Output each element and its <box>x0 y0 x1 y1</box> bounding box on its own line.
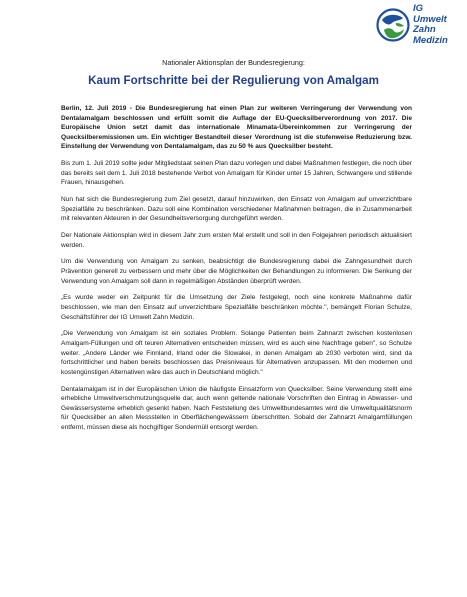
paragraph: Der Nationale Aktionsplan wird in diesem Jahr zum ersten Mal erstellt und soll in den Folgejahren periodisch aktualisiert werden. <box>61 232 412 249</box>
logo-line: IG <box>413 3 424 14</box>
article-body <box>61 104 412 440</box>
logo-line: Medizin <box>413 34 448 46</box>
quote-paragraph: „Es wurde weder ein Zeitpunkt für die Umsetzung der Ziele festgelegt, noch eine konkrete Maßnahme dafür beschlossen, wie man den Einsatz auf unverzichtbare Spezialfälle beschränken möchte.", bemängelt Florian Schulze, Geschäftsführer der IG Umwelt Zahn Medizin. <box>61 294 412 321</box>
supertitle: Nationaler Aktionsplan der Bundesregierung: <box>162 58 305 67</box>
globe-icon <box>376 8 410 42</box>
paragraph: Nun hat sich die Bundesregierung zum Ziel gesetzt, darauf hinzuwirken, den Einsatz von Amalgam auf unverzichtbare Spezialfälle zu beschränken. Dazu soll eine Kombination verschiedener Maßnahmen beitragen, die in Zusammenarbeit mit relevanten Akteuren in der Gesundheitsversorgung durchgeführt werden. <box>61 196 412 223</box>
ig-umwelt-zahn-medizin-logo <box>376 4 460 50</box>
paragraph: Dentalamalgam ist in der Europäischen Union die häufigste Einsatzform von Quecksilber. Seine Verwendung stellt eine erhebliche Umweltverschmutzungsquelle dar, auch wenn geltende nationale Vorschriften den Eintrag in Abwasser- und Gewässersysteme erheblich gesenkt haben. Nach Feststellung des Umweltbundesamtes wird die Umweltqualitätsnorm für Quecksilber an allen Messstellen in Oberflächengewässern überschritten. Sobald der Zahnarzt Amalgamfüllungen entfernt, müssen diese als hochgiftiger Sondermüll entsorgt werden. <box>61 385 412 431</box>
paragraph: Um die Verwendung von Amalgam zu senken, beabsichtigt die Bundesregierung dabei die Zahngesundheit durch Prävention generell zu verbessern und mehr über die Möglichkeiten der Behandlungen zu informieren. Die Senkung der Verwendung von Amalgam soll dann in regelmäßigen Abständen überprüft werden. <box>61 258 412 285</box>
logo-line: Umwelt <box>413 13 447 25</box>
logo-text <box>413 4 448 46</box>
logo-line: Zahn <box>413 24 436 35</box>
page-title: Kaum Fortschritte bei der Regulierung von Amalgam <box>88 74 379 87</box>
paragraph: Bis zum 1. Juli 2019 sollte jeder Mitgliedstaat seinen Plan dazu vorlegen und dabei Maßnahmen festlegen, die noch über das bereits seit dem 1. Juli 2018 bestehende Verbot von Amalgam für Kinder unter 15 Jahren, Schwangere und stillende Frauen, hinausgehen. <box>61 160 412 187</box>
quote-paragraph: „Die Verwendung von Amalgam ist ein soziales Problem. Solange Patienten beim Zahnarzt zwischen kostenlosen Amalgam-Füllungen und oft teuren Alternativen entscheiden müssen, wird es auch eine Nachfrage geben", so Schulze weiter. „Andere Länder wie Finnland, Irland oder die Slowakei, in denen Amalgam ab 2030 verboten wird, sind da fortschrittlicher und haben bereits beschlossen das Preisniveaus für Alternativen anzupassen. Mit den modernen und kostengünstigen Alternativen wäre das auch in Deutschland möglich." <box>61 330 412 376</box>
lead-paragraph: Berlin, 12. Juli 2019 - Die Bundesregierung hat einen Plan zur weiteren Verringerung der Verwendung von Dentalamalgam beschlossen und erfüllt somit die Auflage der EU-Quecksilberverordnung von 2017. Die Europäische Union setzt damit das internationale Minamata-Übereinkommen zur Verringerung der Quecksilberemissionen um. Ein wichtiger Bestandteil dieser Verordnung ist die stufenweise Reduzierung bzw. Einstellung der Verwendung von Dentalamalgam, das zu 50 % aus Quecksilber besteht. <box>61 105 412 151</box>
